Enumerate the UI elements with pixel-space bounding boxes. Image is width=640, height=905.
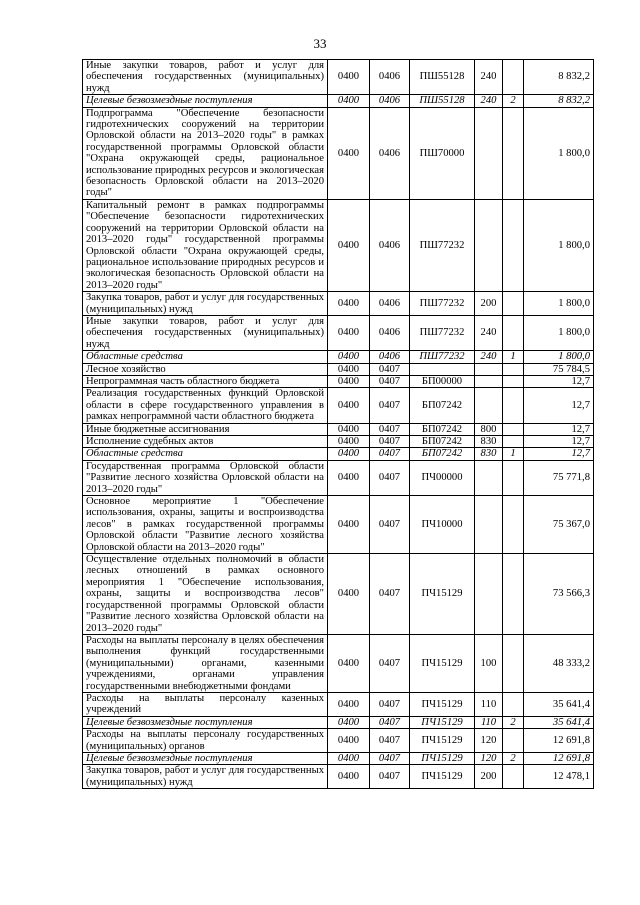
row-amount: 1 800,0: [524, 351, 594, 363]
table-row: [83, 765, 594, 789]
row-name: Осуществление отдельных полномочий в области лесных отношений в рамках основного мероприятия 1 "Обеспечение использования, охраны, защиты и воспроизводства лесов" государственной программы Орловской области "Развитие лесного хозяйства Орловской области на 2013–2020 годы": [83, 554, 328, 635]
row-section-code: 0400: [328, 729, 370, 753]
row-subsection-code: 0407: [370, 436, 410, 448]
row-name: Лесное хозяйство: [83, 363, 328, 375]
row-target-article: ПЧ00000: [410, 460, 475, 495]
budget-table: [82, 59, 594, 789]
row-section-code: 0400: [328, 436, 370, 448]
row-expense-type: 110: [475, 716, 503, 728]
row-expense-type: 200: [475, 765, 503, 789]
row-funding-source: [503, 729, 524, 753]
row-expense-type: 240: [475, 315, 503, 350]
row-subsection-code: 0406: [370, 107, 410, 199]
row-funding-source: [503, 375, 524, 387]
table-row: [83, 375, 594, 387]
row-target-article: БП07242: [410, 388, 475, 423]
row-funding-source: [503, 496, 524, 554]
row-subsection-code: 0407: [370, 460, 410, 495]
row-funding-source: 2: [503, 752, 524, 764]
row-funding-source: 1: [503, 351, 524, 363]
row-name: Целевые безвозмездные поступления: [83, 95, 328, 107]
row-name: Иные закупки товаров, работ и услуг для обеспечения государственных (муниципальных) нужд: [83, 60, 328, 95]
row-expense-type: [475, 107, 503, 199]
row-funding-source: 2: [503, 716, 524, 728]
row-amount: 12,7: [524, 448, 594, 460]
row-funding-source: [503, 436, 524, 448]
row-funding-source: [503, 460, 524, 495]
row-funding-source: [503, 292, 524, 316]
row-target-article: ПЧ10000: [410, 496, 475, 554]
row-section-code: 0400: [328, 554, 370, 635]
row-target-article: ПШ77232: [410, 351, 475, 363]
row-name: Государственная программа Орловской области "Развитие лесного хозяйства Орловской области на 2013–2020 годы": [83, 460, 328, 495]
row-expense-type: 830: [475, 448, 503, 460]
row-expense-type: [475, 554, 503, 635]
row-name: Расходы на выплаты персоналу казенных учреждений: [83, 692, 328, 716]
row-target-article: БП00000: [410, 375, 475, 387]
row-amount: 12 691,8: [524, 752, 594, 764]
row-amount: 1 800,0: [524, 292, 594, 316]
row-subsection-code: 0407: [370, 423, 410, 435]
row-amount: 1 800,0: [524, 315, 594, 350]
row-subsection-code: 0406: [370, 199, 410, 291]
row-section-code: 0400: [328, 315, 370, 350]
row-subsection-code: 0406: [370, 292, 410, 316]
row-funding-source: [503, 634, 524, 692]
row-expense-type: 200: [475, 292, 503, 316]
row-subsection-code: 0407: [370, 752, 410, 764]
row-expense-type: 240: [475, 60, 503, 95]
row-subsection-code: 0407: [370, 448, 410, 460]
row-target-article: [410, 363, 475, 375]
table-row: [83, 95, 594, 107]
row-target-article: ПЧ15129: [410, 692, 475, 716]
table-row: [83, 423, 594, 435]
row-amount: 8 832,2: [524, 60, 594, 95]
row-amount: 1 800,0: [524, 199, 594, 291]
table-row: [83, 199, 594, 291]
table-row: [83, 496, 594, 554]
row-expense-type: 120: [475, 752, 503, 764]
row-subsection-code: 0406: [370, 351, 410, 363]
row-subsection-code: 0407: [370, 496, 410, 554]
row-subsection-code: 0407: [370, 388, 410, 423]
row-expense-type: [475, 460, 503, 495]
row-name: Основное мероприятие 1 "Обеспечение использования, охраны, защиты и воспроизводства лесов" в рамках государственной программы Орловской области "Развитие лесного хозяйства Орловской области на 2013–2020 годы": [83, 496, 328, 554]
row-target-article: ПШ55128: [410, 95, 475, 107]
row-name: Целевые безвозмездные поступления: [83, 752, 328, 764]
row-expense-type: 240: [475, 351, 503, 363]
row-funding-source: [503, 363, 524, 375]
row-expense-type: 110: [475, 692, 503, 716]
row-amount: 12,7: [524, 423, 594, 435]
row-funding-source: [503, 423, 524, 435]
row-target-article: ПЧ15129: [410, 765, 475, 789]
row-name: Закупка товаров, работ и услуг для государственных (муниципальных) нужд: [83, 292, 328, 316]
row-funding-source: [503, 765, 524, 789]
row-target-article: ПЧ15129: [410, 752, 475, 764]
row-expense-type: [475, 388, 503, 423]
row-amount: 12,7: [524, 436, 594, 448]
row-expense-type: 120: [475, 729, 503, 753]
row-target-article: ПЧ15129: [410, 716, 475, 728]
page-number: 33: [313, 36, 327, 51]
table-row: [83, 460, 594, 495]
row-section-code: 0400: [328, 448, 370, 460]
row-subsection-code: 0407: [370, 554, 410, 635]
row-amount: 12 478,1: [524, 765, 594, 789]
row-section-code: 0400: [328, 363, 370, 375]
table-row: [83, 60, 594, 95]
row-name: Иные закупки товаров, работ и услуг для обеспечения государственных (муниципальных) нужд: [83, 315, 328, 350]
row-target-article: ПЧ15129: [410, 554, 475, 635]
row-amount: 75 784,5: [524, 363, 594, 375]
row-target-article: ПШ77232: [410, 292, 475, 316]
table-row: [83, 107, 594, 199]
row-target-article: БП07242: [410, 436, 475, 448]
row-section-code: 0400: [328, 388, 370, 423]
row-subsection-code: 0406: [370, 60, 410, 95]
row-name: Капитальный ремонт в рамках подпрограммы "Обеспечение безопасности гидротехнических сооружений на территории Орловской области на 2013–2020 годы" государственной программы Орловской области "Охрана окружающей среды, рациональное использование природных ресурсов и экологическая безопасность Орловской области на 2013–2020 годы": [83, 199, 328, 291]
row-section-code: 0400: [328, 752, 370, 764]
table-row: [83, 436, 594, 448]
row-amount: 35 641,4: [524, 692, 594, 716]
row-section-code: 0400: [328, 60, 370, 95]
row-expense-type: 240: [475, 95, 503, 107]
row-target-article: ПШ55128: [410, 60, 475, 95]
row-name: Областные средства: [83, 448, 328, 460]
row-section-code: 0400: [328, 351, 370, 363]
row-name: Расходы на выплаты персоналу в целях обеспечения выполнения функций государственными (муниципальными) органами, казенными учреждениями, органами управления государственными внебюджетными фондами: [83, 634, 328, 692]
table-row: [83, 292, 594, 316]
row-funding-source: [503, 107, 524, 199]
row-name: Закупка товаров, работ и услуг для государственных (муниципальных) нужд: [83, 765, 328, 789]
row-name: Реализация государственных функций Орловской области в сфере государственного управления в рамках непрограммной части областного бюджета: [83, 388, 328, 423]
row-name: Целевые безвозмездные поступления: [83, 716, 328, 728]
row-expense-type: [475, 199, 503, 291]
row-section-code: 0400: [328, 423, 370, 435]
row-funding-source: [503, 692, 524, 716]
row-funding-source: [503, 315, 524, 350]
row-subsection-code: 0407: [370, 634, 410, 692]
row-subsection-code: 0407: [370, 765, 410, 789]
row-funding-source: [503, 199, 524, 291]
row-subsection-code: 0407: [370, 729, 410, 753]
row-section-code: 0400: [328, 634, 370, 692]
row-section-code: 0400: [328, 716, 370, 728]
row-amount: 1 800,0: [524, 107, 594, 199]
row-name: Непрограммная часть областного бюджета: [83, 375, 328, 387]
table-row: [83, 351, 594, 363]
row-amount: 73 566,3: [524, 554, 594, 635]
row-name: Исполнение судебных актов: [83, 436, 328, 448]
row-amount: 48 333,2: [524, 634, 594, 692]
row-funding-source: 2: [503, 95, 524, 107]
row-subsection-code: 0406: [370, 95, 410, 107]
row-section-code: 0400: [328, 765, 370, 789]
row-target-article: БП07242: [410, 448, 475, 460]
row-subsection-code: 0407: [370, 375, 410, 387]
row-expense-type: [475, 496, 503, 554]
row-funding-source: [503, 554, 524, 635]
row-section-code: 0400: [328, 496, 370, 554]
row-subsection-code: 0406: [370, 315, 410, 350]
row-section-code: 0400: [328, 107, 370, 199]
row-name: Расходы на выплаты персоналу государственных (муниципальных) органов: [83, 729, 328, 753]
row-target-article: ПШ77232: [410, 315, 475, 350]
row-amount: 12 691,8: [524, 729, 594, 753]
row-expense-type: [475, 375, 503, 387]
row-target-article: ПЧ15129: [410, 729, 475, 753]
row-amount: 75 367,0: [524, 496, 594, 554]
row-subsection-code: 0407: [370, 692, 410, 716]
table-row: [83, 716, 594, 728]
row-funding-source: [503, 388, 524, 423]
row-expense-type: 830: [475, 436, 503, 448]
row-subsection-code: 0407: [370, 716, 410, 728]
row-section-code: 0400: [328, 199, 370, 291]
row-amount: 8 832,2: [524, 95, 594, 107]
row-section-code: 0400: [328, 95, 370, 107]
row-section-code: 0400: [328, 375, 370, 387]
row-expense-type: [475, 363, 503, 375]
row-section-code: 0400: [328, 292, 370, 316]
table-row: [83, 388, 594, 423]
row-amount: 12,7: [524, 388, 594, 423]
row-target-article: БП07242: [410, 423, 475, 435]
row-amount: 75 771,8: [524, 460, 594, 495]
table-row: [83, 363, 594, 375]
row-target-article: ПШ77232: [410, 199, 475, 291]
row-name: Иные бюджетные ассигнования: [83, 423, 328, 435]
row-section-code: 0400: [328, 692, 370, 716]
row-amount: 12,7: [524, 375, 594, 387]
row-name: Подпрограмма "Обеспечение безопасности гидротехнических сооружений на территории Орловской области на 2013–2020 годы" в рамках государственной программы Орловской области "Охрана окружающей среды, рациональное использование природных ресурсов и экологическая безопасность Орловской области на 2013–2020 годы": [83, 107, 328, 199]
table-row: [83, 448, 594, 460]
table-row: [83, 752, 594, 764]
row-expense-type: 800: [475, 423, 503, 435]
row-target-article: ПШ70000: [410, 107, 475, 199]
row-expense-type: 100: [475, 634, 503, 692]
table-row: [83, 729, 594, 753]
row-subsection-code: 0407: [370, 363, 410, 375]
row-funding-source: 1: [503, 448, 524, 460]
row-target-article: ПЧ15129: [410, 634, 475, 692]
row-name: Областные средства: [83, 351, 328, 363]
table-row: [83, 554, 594, 635]
row-amount: 35 641,4: [524, 716, 594, 728]
table-row: [83, 634, 594, 692]
row-funding-source: [503, 60, 524, 95]
table-row: [83, 315, 594, 350]
row-section-code: 0400: [328, 460, 370, 495]
table-row: [83, 692, 594, 716]
